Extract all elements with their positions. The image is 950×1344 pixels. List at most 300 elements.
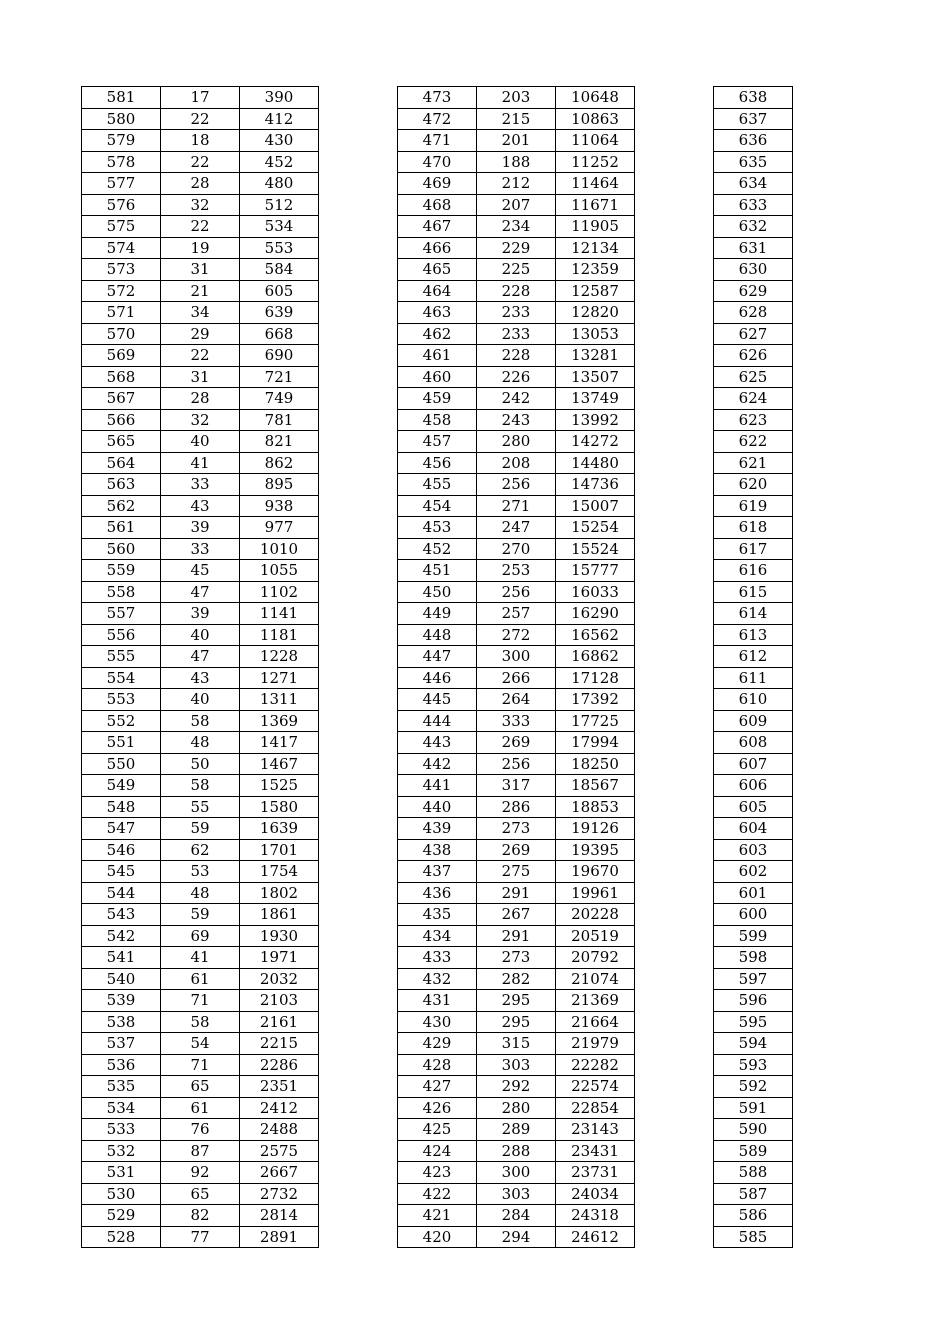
table-row (714, 452, 793, 474)
table-cell: 622 (714, 431, 793, 453)
table-cell: 13281 (556, 345, 635, 367)
table-row (82, 323, 319, 345)
table-cell: 69 (161, 925, 240, 947)
table-cell: 1701 (240, 839, 319, 861)
table-cell: 635 (714, 151, 793, 173)
table-cell: 1639 (240, 818, 319, 840)
table-cell: 463 (398, 302, 477, 324)
table-row (82, 194, 319, 216)
table-cell: 21 (161, 280, 240, 302)
table-row (82, 925, 319, 947)
table-row (714, 1097, 793, 1119)
table-cell: 632 (714, 216, 793, 238)
table-row (714, 237, 793, 259)
table-row (82, 646, 319, 668)
table-cell: 15254 (556, 517, 635, 539)
table-cell: 602 (714, 861, 793, 883)
table-cell: 22 (161, 216, 240, 238)
table-row (82, 603, 319, 625)
table-cell: 625 (714, 366, 793, 388)
table-cell: 28 (161, 173, 240, 195)
table-cell: 14480 (556, 452, 635, 474)
table-cell: 188 (477, 151, 556, 173)
table-cell: 20228 (556, 904, 635, 926)
table-cell: 17392 (556, 689, 635, 711)
table-row (82, 1226, 319, 1248)
table-cell: 586 (714, 1205, 793, 1227)
table-cell: 574 (82, 237, 161, 259)
table-row (398, 667, 635, 689)
table-row (714, 560, 793, 582)
table-cell: 603 (714, 839, 793, 861)
table-row (82, 216, 319, 238)
table-row (398, 1183, 635, 1205)
table-cell: 598 (714, 947, 793, 969)
table-cell: 604 (714, 818, 793, 840)
table-cell: 593 (714, 1054, 793, 1076)
table-cell: 23731 (556, 1162, 635, 1184)
table-cell: 548 (82, 796, 161, 818)
table-row (82, 753, 319, 775)
table-cell: 532 (82, 1140, 161, 1162)
table-cell: 592 (714, 1076, 793, 1098)
table-row (398, 796, 635, 818)
table-row (398, 409, 635, 431)
table-cell: 432 (398, 968, 477, 990)
table-row (714, 87, 793, 109)
table-cell: 420 (398, 1226, 477, 1248)
table-cell: 18 (161, 130, 240, 152)
table-cell: 41 (161, 452, 240, 474)
table-cell: 273 (477, 818, 556, 840)
table-cell: 10648 (556, 87, 635, 109)
table-row (82, 882, 319, 904)
table-cell: 1971 (240, 947, 319, 969)
table-cell: 2412 (240, 1097, 319, 1119)
table-row (398, 1205, 635, 1227)
table-cell: 690 (240, 345, 319, 367)
table-cell: 2286 (240, 1054, 319, 1076)
table-cell: 256 (477, 581, 556, 603)
table-row (398, 216, 635, 238)
table-cell: 15007 (556, 495, 635, 517)
table-cell: 424 (398, 1140, 477, 1162)
table-row (398, 323, 635, 345)
table-cell: 303 (477, 1183, 556, 1205)
table-row (398, 151, 635, 173)
table-cell: 551 (82, 732, 161, 754)
table-row (714, 732, 793, 754)
table-cell: 444 (398, 710, 477, 732)
table-cell: 22 (161, 151, 240, 173)
table-cell: 473 (398, 87, 477, 109)
table-cell: 545 (82, 861, 161, 883)
table-row (82, 538, 319, 560)
table-cell: 13053 (556, 323, 635, 345)
table-cell: 585 (714, 1226, 793, 1248)
table-cell: 550 (82, 753, 161, 775)
table-cell: 12587 (556, 280, 635, 302)
table-cell: 512 (240, 194, 319, 216)
table-row (398, 624, 635, 646)
table-cell: 448 (398, 624, 477, 646)
table-row (398, 431, 635, 453)
table-cell: 43 (161, 495, 240, 517)
table-cell: 14736 (556, 474, 635, 496)
table-row (714, 882, 793, 904)
table-cell: 447 (398, 646, 477, 668)
table-row (82, 1033, 319, 1055)
table-row (714, 1205, 793, 1227)
table-cell: 412 (240, 108, 319, 130)
table-row (82, 388, 319, 410)
table-cell: 11905 (556, 216, 635, 238)
table-cell: 315 (477, 1033, 556, 1055)
table-row (82, 1097, 319, 1119)
table-cell: 721 (240, 366, 319, 388)
table-cell: 529 (82, 1205, 161, 1227)
table-cell: 528 (82, 1226, 161, 1248)
table-row (714, 990, 793, 1012)
score-table-right (713, 86, 793, 1248)
table-cell: 749 (240, 388, 319, 410)
table-row (82, 345, 319, 367)
table-cell: 606 (714, 775, 793, 797)
table-row (82, 495, 319, 517)
table-row (398, 280, 635, 302)
table-row (82, 1162, 319, 1184)
table-cell: 65 (161, 1076, 240, 1098)
table-cell: 556 (82, 624, 161, 646)
table-row (714, 194, 793, 216)
table-cell: 616 (714, 560, 793, 582)
table-row (82, 151, 319, 173)
table-cell: 292 (477, 1076, 556, 1098)
table-cell: 22 (161, 108, 240, 130)
table-cell: 613 (714, 624, 793, 646)
table-cell: 15524 (556, 538, 635, 560)
table-cell: 446 (398, 667, 477, 689)
table-row (398, 646, 635, 668)
table-cell: 1802 (240, 882, 319, 904)
table-cell: 33 (161, 474, 240, 496)
table-row (714, 904, 793, 926)
table-cell: 588 (714, 1162, 793, 1184)
table-cell: 288 (477, 1140, 556, 1162)
table-cell: 427 (398, 1076, 477, 1098)
table-cell: 229 (477, 237, 556, 259)
table-row (398, 259, 635, 281)
table-row (398, 495, 635, 517)
table-cell: 295 (477, 1011, 556, 1033)
table-cell: 17128 (556, 667, 635, 689)
table-cell: 462 (398, 323, 477, 345)
table-row (398, 968, 635, 990)
table-row (398, 345, 635, 367)
table-cell: 558 (82, 581, 161, 603)
table-cell: 623 (714, 409, 793, 431)
table-cell: 233 (477, 302, 556, 324)
table-cell: 570 (82, 323, 161, 345)
table-cell: 560 (82, 538, 161, 560)
table-cell: 781 (240, 409, 319, 431)
table-cell: 610 (714, 689, 793, 711)
table-cell: 630 (714, 259, 793, 281)
table-cell: 1417 (240, 732, 319, 754)
table-cell: 228 (477, 280, 556, 302)
table-cell: 33 (161, 538, 240, 560)
table-row (82, 775, 319, 797)
table-cell: 24318 (556, 1205, 635, 1227)
table-cell: 471 (398, 130, 477, 152)
table-cell: 457 (398, 431, 477, 453)
table-cell: 591 (714, 1097, 793, 1119)
table-row (398, 237, 635, 259)
table-row (82, 732, 319, 754)
table-cell: 34 (161, 302, 240, 324)
table-row (714, 1054, 793, 1076)
table-row (714, 796, 793, 818)
table-cell: 429 (398, 1033, 477, 1055)
table-row (714, 1011, 793, 1033)
table-row (714, 1162, 793, 1184)
table-cell: 530 (82, 1183, 161, 1205)
table-cell: 561 (82, 517, 161, 539)
table-row (398, 882, 635, 904)
table-cell: 451 (398, 560, 477, 582)
table-cell: 247 (477, 517, 556, 539)
table-cell: 2814 (240, 1205, 319, 1227)
table-cell: 11252 (556, 151, 635, 173)
table-cell: 535 (82, 1076, 161, 1098)
table-cell: 269 (477, 732, 556, 754)
table-cell: 31 (161, 259, 240, 281)
table-cell: 289 (477, 1119, 556, 1141)
table-cell: 615 (714, 581, 793, 603)
table-cell: 572 (82, 280, 161, 302)
table-cell: 23143 (556, 1119, 635, 1141)
table-row (398, 1033, 635, 1055)
table-cell: 2667 (240, 1162, 319, 1184)
table-cell: 566 (82, 409, 161, 431)
table-cell: 612 (714, 646, 793, 668)
table-cell: 450 (398, 581, 477, 603)
table-row (714, 1183, 793, 1205)
table-cell: 2575 (240, 1140, 319, 1162)
table-cell: 11464 (556, 173, 635, 195)
table-cell: 469 (398, 173, 477, 195)
table-row (82, 861, 319, 883)
table-row (82, 968, 319, 990)
table-row (714, 581, 793, 603)
table-row (398, 194, 635, 216)
table-cell: 605 (714, 796, 793, 818)
table-row (82, 366, 319, 388)
table-cell: 16862 (556, 646, 635, 668)
table-cell: 438 (398, 839, 477, 861)
table-cell: 333 (477, 710, 556, 732)
table-cell: 601 (714, 882, 793, 904)
table-cell: 627 (714, 323, 793, 345)
table-row (82, 173, 319, 195)
table-cell: 456 (398, 452, 477, 474)
table-cell: 29 (161, 323, 240, 345)
table-cell: 19126 (556, 818, 635, 840)
table-cell: 468 (398, 194, 477, 216)
table-row (714, 1076, 793, 1098)
table-cell: 422 (398, 1183, 477, 1205)
table-cell: 445 (398, 689, 477, 711)
table-cell: 18250 (556, 753, 635, 775)
table-row (82, 581, 319, 603)
table-cell: 458 (398, 409, 477, 431)
table-cell: 65 (161, 1183, 240, 1205)
table-cell: 531 (82, 1162, 161, 1184)
table-cell: 53 (161, 861, 240, 883)
table-row (398, 753, 635, 775)
table-cell: 441 (398, 775, 477, 797)
table-cell: 55 (161, 796, 240, 818)
table-row (714, 861, 793, 883)
table-cell: 23431 (556, 1140, 635, 1162)
table-cell: 638 (714, 87, 793, 109)
table-cell: 16562 (556, 624, 635, 646)
table-cell: 434 (398, 925, 477, 947)
table-cell: 563 (82, 474, 161, 496)
table-cell: 423 (398, 1162, 477, 1184)
table-cell: 428 (398, 1054, 477, 1076)
table-cell: 611 (714, 667, 793, 689)
table-cell: 54 (161, 1033, 240, 1055)
table-cell: 22854 (556, 1097, 635, 1119)
table-cell: 575 (82, 216, 161, 238)
table-cell: 317 (477, 775, 556, 797)
table-cell: 40 (161, 431, 240, 453)
table-cell: 215 (477, 108, 556, 130)
table-cell: 633 (714, 194, 793, 216)
table-cell: 59 (161, 904, 240, 926)
table-cell: 10863 (556, 108, 635, 130)
table-row (398, 839, 635, 861)
table-cell: 821 (240, 431, 319, 453)
table-cell: 82 (161, 1205, 240, 1227)
table-row (714, 925, 793, 947)
table-cell: 577 (82, 173, 161, 195)
table-cell: 39 (161, 603, 240, 625)
table-cell: 207 (477, 194, 556, 216)
table-row (398, 452, 635, 474)
table-cell: 12820 (556, 302, 635, 324)
table-cell: 1271 (240, 667, 319, 689)
table-cell: 533 (82, 1119, 161, 1141)
table-cell: 568 (82, 366, 161, 388)
table-cell: 569 (82, 345, 161, 367)
table-cell: 600 (714, 904, 793, 926)
table-cell: 437 (398, 861, 477, 883)
table-cell: 92 (161, 1162, 240, 1184)
table-cell: 639 (240, 302, 319, 324)
table-cell: 257 (477, 603, 556, 625)
table-cell: 439 (398, 818, 477, 840)
table-cell: 58 (161, 710, 240, 732)
table-cell: 621 (714, 452, 793, 474)
table-cell: 71 (161, 1054, 240, 1076)
table-cell: 390 (240, 87, 319, 109)
table-cell: 87 (161, 1140, 240, 1162)
table-cell: 628 (714, 302, 793, 324)
table-row (714, 689, 793, 711)
table-cell: 1861 (240, 904, 319, 926)
table-row (82, 1076, 319, 1098)
table-cell: 590 (714, 1119, 793, 1141)
table-cell: 549 (82, 775, 161, 797)
table-cell: 862 (240, 452, 319, 474)
table-row (714, 388, 793, 410)
table-cell: 266 (477, 667, 556, 689)
table-cell: 294 (477, 1226, 556, 1248)
table-row (714, 280, 793, 302)
table-cell: 256 (477, 474, 556, 496)
table-cell: 19961 (556, 882, 635, 904)
table-cell: 271 (477, 495, 556, 517)
table-cell: 472 (398, 108, 477, 130)
table-row (714, 302, 793, 324)
table-cell: 579 (82, 130, 161, 152)
table-cell: 228 (477, 345, 556, 367)
table-row (82, 108, 319, 130)
table-cell: 596 (714, 990, 793, 1012)
table-cell: 576 (82, 194, 161, 216)
table-cell: 28 (161, 388, 240, 410)
table-cell: 20519 (556, 925, 635, 947)
table-cell: 542 (82, 925, 161, 947)
table-cell: 1369 (240, 710, 319, 732)
table-cell: 58 (161, 1011, 240, 1033)
table-cell: 282 (477, 968, 556, 990)
table-cell: 256 (477, 753, 556, 775)
table-cell: 562 (82, 495, 161, 517)
table-cell: 47 (161, 646, 240, 668)
table-cell: 1010 (240, 538, 319, 560)
table-cell: 12134 (556, 237, 635, 259)
table-cell: 1754 (240, 861, 319, 883)
table-cell: 453 (398, 517, 477, 539)
table-cell: 22574 (556, 1076, 635, 1098)
table-cell: 554 (82, 667, 161, 689)
table-cell: 1141 (240, 603, 319, 625)
table-cell: 461 (398, 345, 477, 367)
table-cell: 253 (477, 560, 556, 582)
table-cell: 71 (161, 990, 240, 1012)
table-row (82, 1119, 319, 1141)
table-cell: 459 (398, 388, 477, 410)
table-row (714, 603, 793, 625)
table-cell: 40 (161, 624, 240, 646)
table-row (714, 538, 793, 560)
table-cell: 534 (82, 1097, 161, 1119)
table-row (714, 216, 793, 238)
table-cell: 539 (82, 990, 161, 1012)
table-cell: 552 (82, 710, 161, 732)
table-row (398, 87, 635, 109)
table-row (714, 151, 793, 173)
table-row (82, 452, 319, 474)
table-cell: 567 (82, 388, 161, 410)
table-row (714, 173, 793, 195)
table-cell: 609 (714, 710, 793, 732)
table-cell: 32 (161, 194, 240, 216)
table-row (714, 818, 793, 840)
